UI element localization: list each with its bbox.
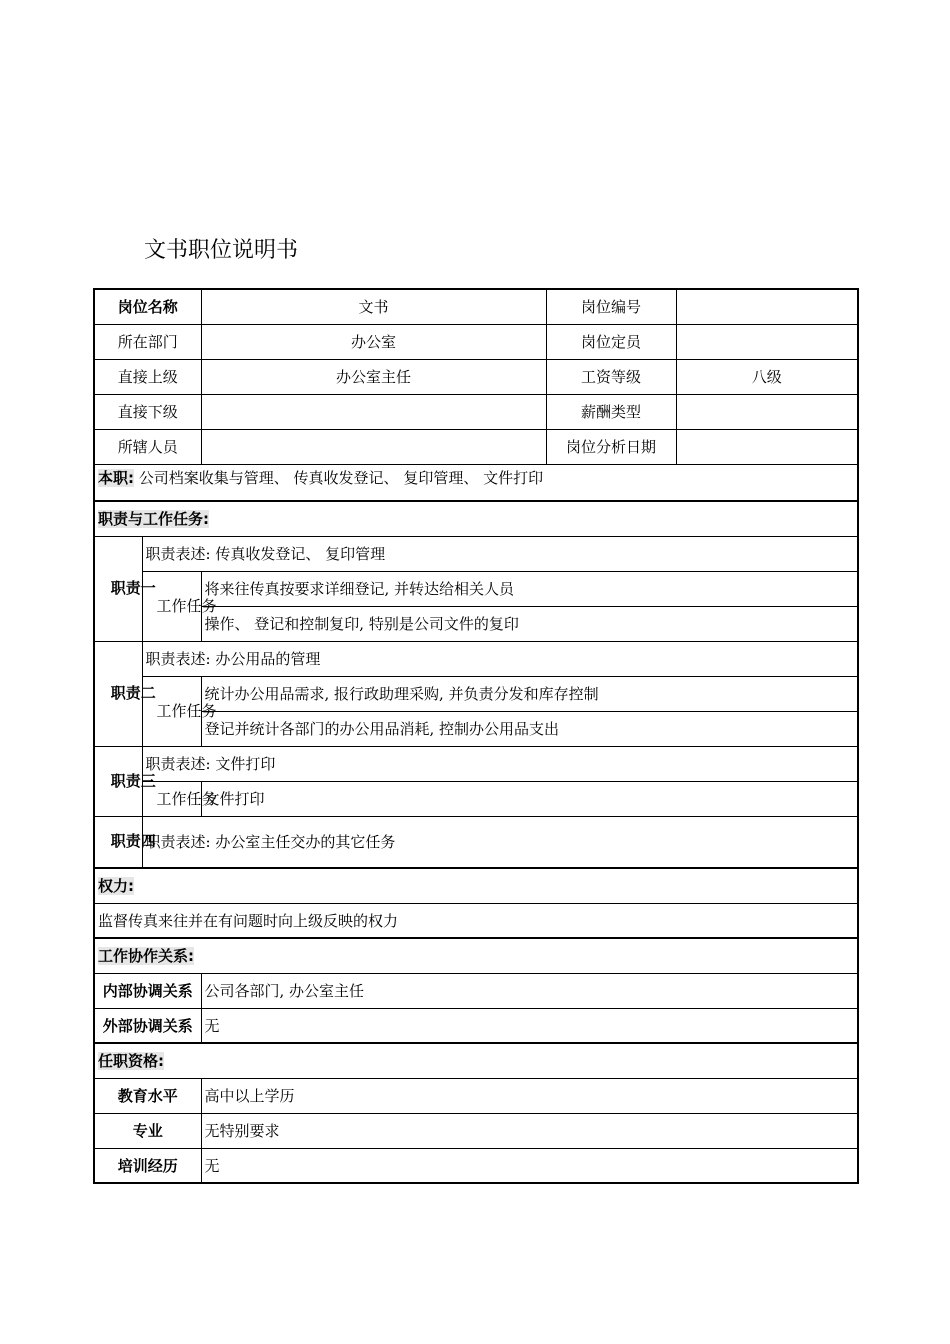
basic-value [201,394,546,429]
basic-value [201,429,546,464]
basic-value: 文书 [201,289,546,324]
duty-name: 职责三 [94,746,142,816]
task-label: 工作任务 [142,571,201,641]
task-item: 操作、 登记和控制复印, 特别是公司文件的复印 [201,606,858,641]
duty-desc: 职责表述: 办公用品的管理 [142,641,858,676]
basic-row [94,289,858,324]
basic-label: 所在部门 [94,324,201,359]
qualification-label: 培训经历 [94,1148,201,1183]
basic-label: 工资等级 [546,359,676,394]
duty-task-row [94,571,858,606]
relation-row [94,973,858,1008]
authority-header-row [94,868,858,903]
relation-value: 无 [201,1008,858,1043]
task-label: 工作任务 [142,676,201,746]
relations-header-row [94,938,858,973]
duty-desc-row [94,746,858,781]
basic-label: 岗位编号 [546,289,676,324]
duties-header-row [94,501,858,536]
relations-header: 工作协作关系: [98,947,194,966]
authority-header-cell [94,868,858,903]
basic-row [94,324,858,359]
basic-label: 岗位名称 [94,289,201,324]
duty-task-row [94,676,858,711]
duty-desc: 职责表述: 文件打印 [142,746,858,781]
duty-desc: 职责表述: 传真收发登记、 复印管理 [142,536,858,571]
task-label: 工作任务 [142,781,201,816]
basic-label: 直接下级 [94,394,201,429]
authority-text: 监督传真来往并在有问题时向上级反映的权力 [94,903,858,938]
basic-value [676,289,858,324]
relation-label: 内部协调关系 [94,973,201,1008]
basic-label: 薪酬类型 [546,394,676,429]
qualification-value: 无特别要求 [201,1113,858,1148]
duty-name: 职责二 [94,641,142,746]
duty-desc-row [94,641,858,676]
duty-desc-row [94,816,858,868]
task-item: 将来往传真按要求详细登记, 并转达给相关人员 [201,571,858,606]
duties-header-cell [94,501,858,536]
basic-row [94,394,858,429]
basic-value: 八级 [676,359,858,394]
duties-header: 职责与工作任务: [98,510,209,529]
document-title: 文书职位说明书 [144,238,299,263]
main-duty-label: 本职: [98,468,134,487]
basic-label: 岗位定员 [546,324,676,359]
authority-header: 权力: [98,877,134,896]
duty-desc: 职责表述: 办公室主任交办的其它任务 [142,816,858,868]
qualifications-header: 任职资格: [98,1052,164,1071]
basic-label: 所辖人员 [94,429,201,464]
basic-value [676,324,858,359]
basic-value [676,394,858,429]
qualification-value: 无 [201,1148,858,1183]
qualification-label: 教育水平 [94,1078,201,1113]
duty-task-row [94,781,858,816]
qualification-label: 专业 [94,1113,201,1148]
task-item: 文件打印 [201,781,858,816]
main-duty-row [94,464,858,501]
task-item: 登记并统计各部门的办公用品消耗, 控制办公用品支出 [201,711,858,746]
duty-name: 职责一 [94,536,142,641]
duty-desc-row [94,536,858,571]
basic-row [94,429,858,464]
main-duty-cell [94,464,858,501]
basic-value: 办公室主任 [201,359,546,394]
qualifications-header-cell [94,1043,858,1078]
authority-row [94,903,858,938]
relation-row [94,1008,858,1043]
basic-row [94,359,858,394]
duty-name: 职责四 [94,816,142,868]
basic-label: 岗位分析日期 [546,429,676,464]
task-item: 统计办公用品需求, 报行政助理采购, 并负责分发和库存控制 [201,676,858,711]
qualification-row [94,1078,858,1113]
main-duty-text: 公司档案收集与管理、 传真收发登记、 复印管理、 文件打印 [138,468,544,487]
basic-label: 直接上级 [94,359,201,394]
relation-label: 外部协调关系 [94,1008,201,1043]
qualifications-header-row [94,1043,858,1078]
qualification-row [94,1113,858,1148]
relations-header-cell [94,938,858,973]
qualification-row [94,1148,858,1183]
job-description-table [93,288,859,1184]
qualification-value: 高中以上学历 [201,1078,858,1113]
basic-value: 办公室 [201,324,546,359]
basic-value [676,429,858,464]
relation-value: 公司各部门, 办公室主任 [201,973,858,1008]
